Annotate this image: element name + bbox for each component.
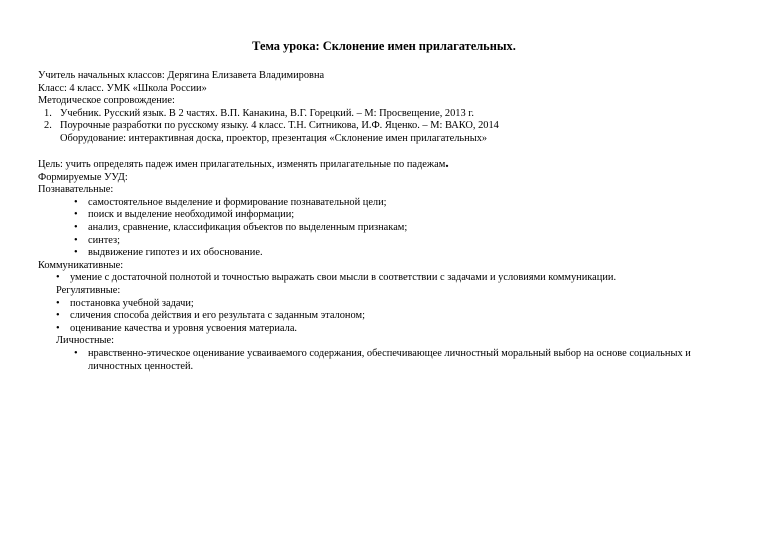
regulative-list	[38, 298, 738, 336]
uud-label: Формируемые УУД:	[38, 171, 128, 183]
list-item	[38, 310, 738, 323]
bullet-icon: •	[56, 310, 60, 322]
method-item-text: Учебник. Русский язык. В 2 частях. В.П. Канакина, В.Г. Горецкий. – М: Просвещение, 2013 г.	[60, 107, 474, 119]
method-item-text: Поурочные разработки по русскому языку. 4 класс. Т.Н. Ситникова, И.Ф. Яценко. – М: ВАКО, 2014	[60, 120, 499, 132]
communicative-list	[38, 272, 738, 285]
regulative-label: Регулятивные:	[56, 284, 121, 296]
list-item-text: поиск и выделение необходимой информации;	[88, 209, 295, 221]
method-list	[38, 108, 738, 133]
bullet-icon: •	[74, 234, 78, 246]
list-item	[38, 222, 738, 235]
list-item-text: самостоятельное выделение и формирование познавательной цели;	[88, 196, 387, 208]
method-item-number: 2.	[44, 120, 52, 132]
bullet-icon: •	[74, 347, 78, 359]
list-item	[38, 197, 738, 210]
equipment-line: Оборудование: интерактивная доска, проектор, презентация «Склонение имен прилагательных»	[60, 132, 488, 144]
personal-label: Личностные:	[56, 335, 115, 347]
personal-list	[38, 348, 738, 373]
method-label: Методическое сопровождение:	[38, 95, 175, 107]
bullet-icon: •	[74, 221, 78, 233]
bullet-icon: •	[74, 196, 78, 208]
list-item	[38, 298, 738, 311]
bullet-icon: •	[56, 297, 60, 309]
bullet-icon: •	[74, 209, 78, 221]
lesson-info	[38, 70, 738, 146]
cognitive-list	[38, 197, 738, 260]
goal-end-mark: .	[445, 156, 449, 171]
list-item	[38, 323, 738, 336]
list-item-text: синтез;	[88, 234, 121, 246]
list-item-text: постановка учебной задачи;	[70, 297, 194, 309]
bullet-icon: •	[74, 247, 78, 259]
list-item-text: анализ, сравнение, классификация объектов по выделенным признакам;	[88, 221, 408, 233]
method-item-number: 1.	[44, 107, 52, 119]
lesson-title: Тема урока: Склонение имен прилагательных.	[252, 39, 516, 53]
list-item-text: оценивание качества и уровня усвоения материала.	[70, 322, 298, 334]
list-item	[38, 235, 738, 248]
communicative-label: Коммуникативные:	[38, 259, 124, 271]
method-item	[38, 108, 738, 121]
method-item	[38, 120, 738, 133]
list-item-text: выдвижение гипотез и их обоснование.	[88, 247, 263, 259]
goals-section	[38, 156, 738, 373]
list-item-text: сличения способа действия и его результата с заданным эталоном;	[70, 310, 365, 322]
goal-text: Цель: учить определять падеж имен прилагательных, изменять прилагательные по падежам	[38, 159, 446, 170]
teacher-line: Учитель начальных классов: Дерягина Елизавета Владимировна	[38, 70, 325, 81]
list-item-text: умение с достаточной полнотой и точностью выражать свои мысли в соответствии с задачами и условиями коммуникации.	[70, 272, 617, 284]
list-item	[38, 247, 738, 260]
class-line: Класс: 4 класс. УМК «Школа России»	[38, 82, 207, 94]
bullet-icon: •	[56, 322, 60, 334]
list-item	[38, 209, 738, 222]
cognitive-label: Познавательные:	[38, 184, 114, 196]
bullet-icon: •	[56, 272, 60, 284]
list-item-text: нравственно-этическое оценивание усваиваемого содержания, обеспечивающее личностный моральный выбор на основе социальных и личностных ценностей.	[88, 347, 691, 372]
list-item	[38, 272, 738, 285]
list-item	[38, 348, 738, 373]
goal-line	[38, 156, 738, 172]
